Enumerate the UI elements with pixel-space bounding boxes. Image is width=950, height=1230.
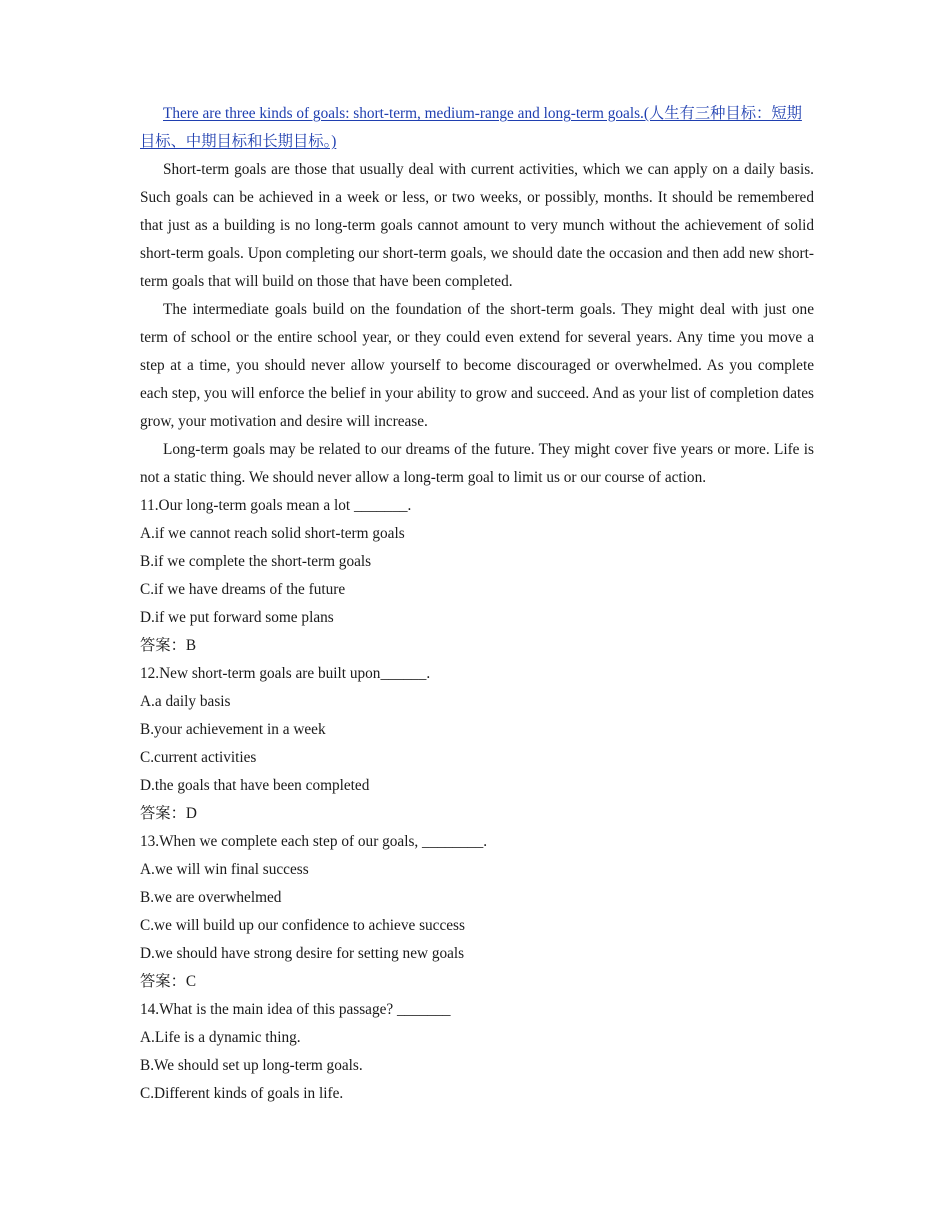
option-d: D.if we put forward some plans xyxy=(140,609,334,626)
question-stem: 12.New short-term goals are built upon______. xyxy=(140,665,431,682)
answer: 答案：B xyxy=(140,637,197,654)
option-d: D.we should have strong desire for setting new goals xyxy=(140,945,465,962)
option-b: B.We should set up long-term goals. xyxy=(140,1057,363,1074)
question-stem: 13.When we complete each step of our goals, ________. xyxy=(140,833,488,850)
answer: 答案：C xyxy=(140,973,197,990)
document-page xyxy=(140,100,814,1108)
option-c: C.we will build up our confidence to achieve success xyxy=(140,917,465,934)
intro-link[interactable]: There are three kinds of goals: short-term, medium-range and long-term goals.(人生有三种目标：短期目标、中期目标和长期目标。) xyxy=(140,105,802,150)
option-c: C.Different kinds of goals in life. xyxy=(140,1085,344,1102)
question-stem: 14.What is the main idea of this passage? _______ xyxy=(140,1001,451,1018)
paragraph-intermediate: The intermediate goals build on the foundation of the short-term goals. They might deal with just one term of school or the entire school year, or they could even extend for several years. Any time you move a step at a time, you should never allow yourself to become discouraged or overwhelmed. As you complete each step, you will enforce the belief in your ability to grow and succeed. And as your list of completion dates grow, your motivation and desire will increase. xyxy=(140,301,814,430)
option-b: B.your achievement in a week xyxy=(140,721,326,738)
option-c: C.current activities xyxy=(140,749,257,766)
question-stem: 11.Our long-term goals mean a lot _______. xyxy=(140,497,412,514)
option-a: A.we will win final success xyxy=(140,861,309,878)
question-13 xyxy=(140,828,814,996)
question-11 xyxy=(140,492,814,660)
option-c: C.if we have dreams of the future xyxy=(140,581,346,598)
question-14 xyxy=(140,996,814,1108)
option-a: A.Life is a dynamic thing. xyxy=(140,1029,301,1046)
option-a: A.a daily basis xyxy=(140,693,231,710)
option-d: D.the goals that have been completed xyxy=(140,777,370,794)
option-b: B.if we complete the short-term goals xyxy=(140,553,372,570)
option-b: B.we are overwhelmed xyxy=(140,889,282,906)
paragraph-long-term: Long-term goals may be related to our dreams of the future. They might cover five years or more. Life is not a static thing. We should never allow a long-term goal to limit us or our course of action. xyxy=(140,441,814,486)
answer: 答案：D xyxy=(140,805,197,822)
question-12 xyxy=(140,660,814,828)
option-a: A.if we cannot reach solid short-term goals xyxy=(140,525,405,542)
paragraph-short-term: Short-term goals are those that usually deal with current activities, which we can apply on a daily basis. Such goals can be achieved in a week or less, or two weeks, or possibly, months. It should be remembered that just as a building is no long-term goals cannot amount to very munch without the achievement of solid short-term goals. Upon completing our short-term goals, we should date the occasion and then add new short-term goals that will build on those that have been completed. xyxy=(140,161,814,290)
